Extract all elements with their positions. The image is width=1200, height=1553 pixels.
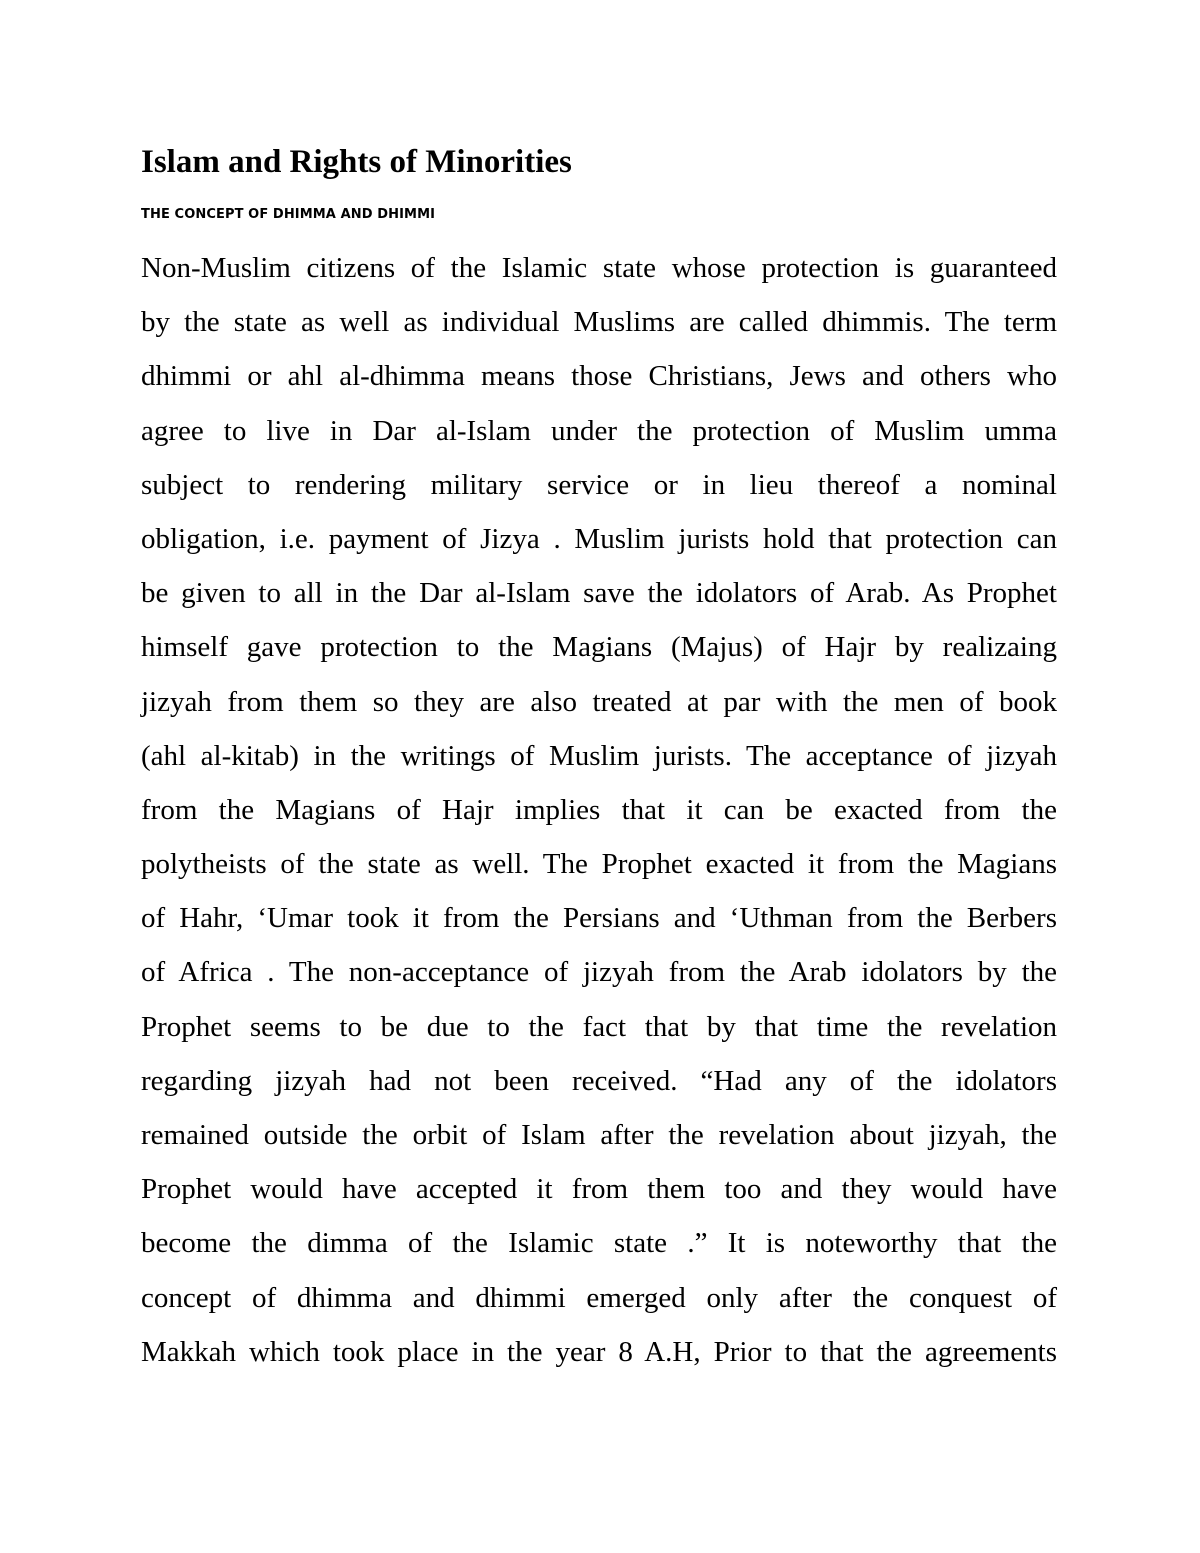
paragraph-line: subject to rendering military service or in lieu thereof a nominal bbox=[141, 468, 1057, 501]
paragraph-line: of Africa . The non-acceptance of jizyah from the Arab idolators by the bbox=[141, 956, 1057, 989]
paragraph-line: Prophet seems to be due to the fact that by that time the revelation bbox=[141, 1010, 1057, 1043]
paragraph-line: Makkah which took place in the year 8 A.H, Prior to that the agreements bbox=[141, 1335, 1057, 1368]
paragraph-line: become the dimma of the Islamic state .” It is noteworthy that the bbox=[141, 1227, 1057, 1260]
paragraph-line: of Hahr, ‘Umar took it from the Persians and ‘Uthman from the Berbers bbox=[141, 902, 1057, 935]
paragraph-line: dhimmi or ahl al-dhimma means those Christians, Jews and others who bbox=[141, 360, 1057, 393]
paragraph-line: Prophet would have accepted it from them too and they would have bbox=[141, 1173, 1057, 1206]
paragraph-line: be given to all in the Dar al-Islam save the idolators of Arab. As Prophet bbox=[141, 577, 1057, 610]
paragraph-line: by the state as well as individual Muslims are called dhimmis. The term bbox=[141, 306, 1057, 339]
paragraph-line: concept of dhimma and dhimmi emerged only after the conquest of bbox=[141, 1281, 1057, 1314]
paragraph-line: jizyah from them so they are also treated at par with the men of book bbox=[141, 685, 1057, 718]
paragraph-line: himself gave protection to the Magians (Majus) of Hajr by realizaing bbox=[141, 631, 1057, 664]
paragraph-line: polytheists of the state as well. The Prophet exacted it from the Magians bbox=[141, 848, 1057, 881]
paragraph-line: (ahl al-kitab) in the writings of Muslim jurists. The acceptance of jizyah bbox=[141, 739, 1057, 772]
paragraph-line: agree to live in Dar al-Islam under the protection of Muslim umma bbox=[141, 414, 1057, 447]
paragraph-line: remained outside the orbit of Islam after the revelation about jizyah, the bbox=[141, 1119, 1057, 1151]
paragraph-line: obligation, i.e. payment of Jizya . Muslim jurists hold that protection can bbox=[141, 522, 1057, 555]
paragraph-line: Non-Muslim citizens of the Islamic state whose protection is guaranteed bbox=[141, 252, 1057, 284]
body-paragraph bbox=[141, 241, 1057, 1379]
document-title: Islam and Rights of Minorities bbox=[141, 144, 572, 180]
section-heading: THE CONCEPT OF DHIMMA AND DHIMMI bbox=[141, 207, 436, 222]
paragraph-line: from the Magians of Hajr implies that it can be exacted from the bbox=[141, 793, 1057, 826]
paragraph-line: regarding jizyah had not been received. “Had any of the idolators bbox=[141, 1064, 1057, 1097]
